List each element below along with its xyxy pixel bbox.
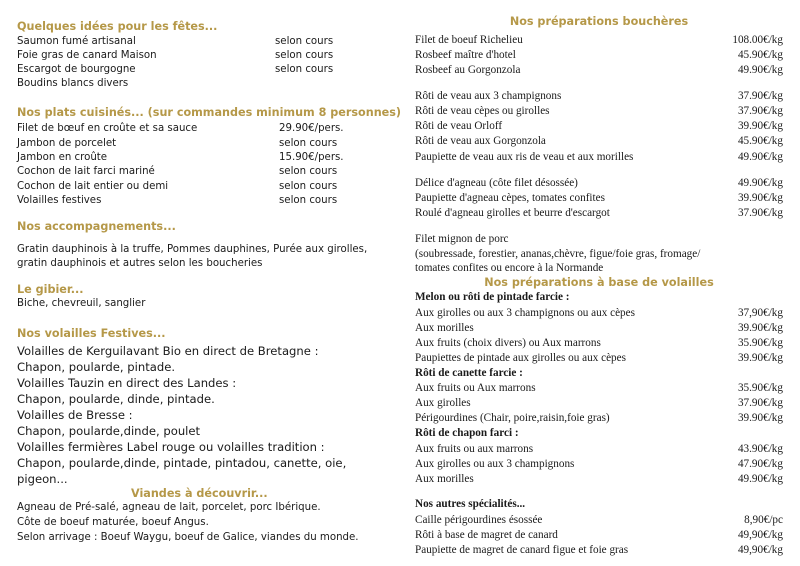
list-item: Délice d'agneau (côte filet désossée) 49.90€/kg (415, 177, 783, 189)
porc-line: (soubressade, forestier, ananas,chèvre, figue/foie gras, fromage/ (415, 248, 701, 260)
fetes-heading: Quelques idées pour les fêtes... (17, 20, 218, 33)
canette-subheading: Rôti de canette farcie : (415, 367, 523, 379)
volailles-line: Chapon, poularde,dinde, poulet (17, 424, 201, 438)
volailles-line: Volailles Tauzin en direct des Landes : (17, 376, 237, 390)
accompagnements-text-1: Gratin dauphinois à la truffe, Pommes dauphines, Purée aux girolles, (17, 244, 368, 255)
viandes-line: Agneau de Pré-salé, agneau de lait, porcelet, porc Ibérique. (17, 502, 321, 513)
list-item: Paupiette de magret de canard figue et foie gras 49,90€/kg (415, 544, 783, 556)
volailles-line: pigeon... (17, 472, 68, 486)
list-item: Aux girolles ou aux 3 champignons ou aux cèpes 37,90€/kg (415, 307, 783, 319)
viandes-heading: Viandes à découvrir... (131, 487, 268, 500)
porc-line: Filet mignon de porc (415, 233, 509, 245)
volailles-line: Volailles de Bresse : (17, 408, 133, 422)
volailles-line: Chapon, poularde,dinde, pintade, pintadou, canette, oie, (17, 456, 347, 470)
list-item: Rosbeef au Gorgonzola 49.90€/kg (415, 64, 783, 76)
list-item: Volailles festives selon cours (17, 195, 338, 206)
list-item: Rosbeef maître d'hotel 45.90€/kg (415, 49, 783, 61)
list-item: Jambon de porcelet selon cours (17, 138, 338, 149)
list-item: Roulé d'agneau girolles et beurre d'escargot 37.90€/kg (415, 207, 783, 219)
list-item: Paupiette d'agneau cèpes, tomates confites 39.90€/kg (415, 192, 783, 204)
volailles-preparations-heading: Nos préparations à base de volailles (484, 276, 714, 289)
volailles-line: Volailles de Kerguilavant Bio en direct de Bretagne : (17, 344, 319, 358)
list-item: Aux fruits ou Aux marrons 35.90€/kg (415, 382, 783, 394)
list-item: Saumon fumé artisanal selon cours (17, 36, 334, 47)
gibier-heading: Le gibier... (17, 283, 84, 296)
accompagnements-text-2: gratin dauphinois et autres selon les boucheries (17, 258, 263, 269)
pintade-subheading: Melon ou rôti de pintade farcie : (415, 291, 570, 303)
list-item: Rôti à base de magret de canard 49,90€/kg (415, 529, 783, 541)
list-item: Boudins blancs divers (17, 78, 129, 89)
autres-subheading: Nos autres spécialités... (415, 498, 526, 510)
list-item: Aux girolles ou aux 3 champignons 47.90€/kg (415, 458, 783, 470)
list-item: Aux morilles 49.90€/kg (415, 473, 783, 485)
list-item: Filet de bœuf en croûte et sa sauce 29.90€/pers. (17, 123, 344, 134)
volailles-line: Volailles fermières Label rouge ou volailles tradition : (17, 440, 325, 454)
list-item: Cochon de lait farci mariné selon cours (17, 166, 338, 177)
plats-heading: Nos plats cuisinés... (sur commandes minimum 8 personnes) (17, 106, 402, 119)
list-item: Escargot de bourgogne selon cours (17, 64, 334, 75)
list-item: Jambon en croûte 15.90€/pers. (17, 152, 344, 163)
list-item: Aux girolles 37.90€/kg (415, 397, 783, 409)
list-item: Paupiettes de pintade aux girolles ou aux cèpes 39.90€/kg (415, 352, 783, 364)
accompagnements-heading: Nos accompagnements... (17, 220, 176, 233)
volailles-line: Chapon, poularde, pintade. (17, 360, 176, 374)
list-item: Foie gras de canard Maison selon cours (17, 50, 334, 61)
list-item: Filet de boeuf Richelieu 108.00€/kg (415, 34, 783, 46)
viandes-line: Selon arrivage : Boeuf Waygu, boeuf de Galice, viandes du monde. (17, 532, 359, 543)
list-item: Périgourdines (Chair, poire,raisin,foie gras) 39.90€/kg (415, 412, 783, 424)
viandes-line: Côte de boeuf maturée, boeuf Angus. (17, 517, 209, 528)
volailles-heading: Nos volailles Festives... (17, 327, 166, 340)
volailles-line: Chapon, poularde, dinde, pintade. (17, 392, 215, 406)
list-item: Aux fruits (choix divers) ou Aux marrons 35.90€/kg (415, 337, 783, 349)
list-item: Rôti de veau Orloff 39.90€/kg (415, 120, 783, 132)
gibier-text: Biche, chevreuil, sanglier (17, 298, 146, 309)
list-item: Rôti de veau cèpes ou girolles 37.90€/kg (415, 105, 783, 117)
boucheres-heading: Nos préparations bouchères (509, 15, 689, 28)
list-item: Rôti de veau aux 3 champignons 37.90€/kg (415, 90, 783, 102)
list-item: Aux fruits ou aux marrons 43.90€/kg (415, 443, 783, 455)
list-item: Paupiette de veau aux ris de veau et aux morilles 49.90€/kg (415, 151, 783, 163)
right-column (415, 0, 783, 566)
list-item: Aux morilles 39.90€/kg (415, 322, 783, 334)
list-item: Cochon de lait entier ou demi selon cours (17, 181, 338, 192)
chapon-subheading: Rôti de chapon farci : (415, 427, 519, 439)
porc-line: tomates confites ou encore à la Normande (415, 262, 604, 274)
list-item: Rôti de veau aux Gorgonzola 45.90€/kg (415, 135, 783, 147)
list-item: Caille périgourdines ésossée 8,90€/pc (415, 514, 783, 526)
